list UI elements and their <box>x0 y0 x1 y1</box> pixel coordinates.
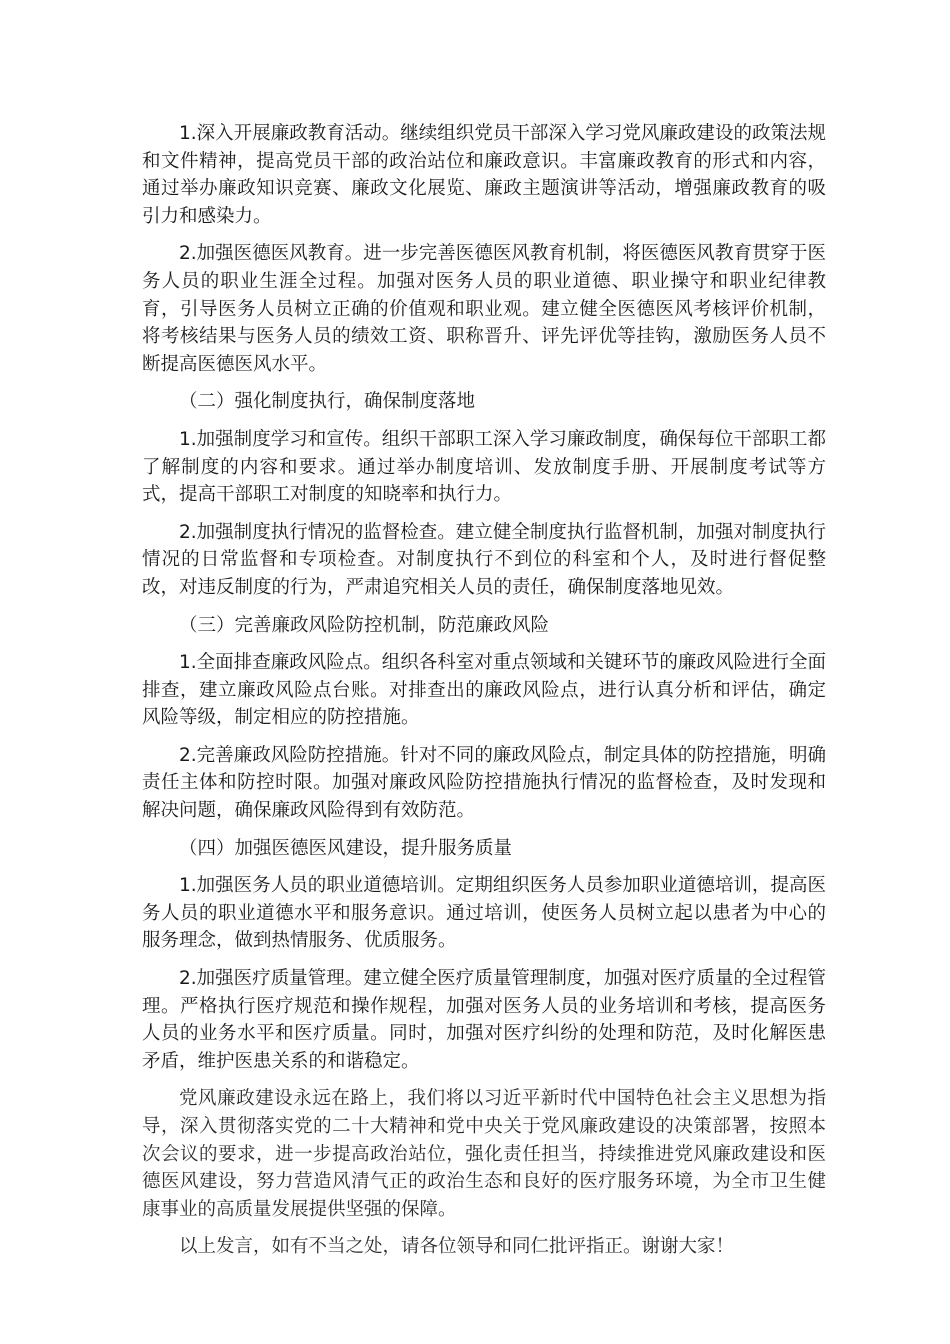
section-heading-service-quality: （四）加强医德医风建设，提升服务质量 <box>179 837 513 859</box>
paragraph-conclusion: 党风廉政建设永远在路上，我们将以习近平新时代中国特色社会主义思想为指导，深入贯彻落实党的二十大精神和党中央关于党风廉政建设的决策部署，按照本次会议的要求，进一步提高政治站位，强化责任担当，持续推进党风廉政建设和医德医风建设，努力营造风清气正的政治生态和良好的医疗服务环境，为全市卫生健康事业的高质量发展提供坚强的保障。 <box>142 1088 826 1220</box>
paragraph-risk-measures: 2.完善廉政风险防控措施。针对不同的廉政风险点，制定具体的防控措施，明确责任主体和防控时限。加强对廉政风险防控措施执行情况的监督检查，及时发现和解决问题，确保廉政风险得到有效防范。 <box>142 744 826 822</box>
paragraph-quality-management: 2.加强医疗质量管理。建立健全医疗质量管理制度，加强对医疗质量的全过程管理。严格执行医疗规范和操作规程，加强对医务人员的业务培训和考核，提高医务人员的业务水平和医疗质量。同时，加强对医疗纠纷的处理和防范，及时化解医患矛盾，维护医患关系的和谐稳定。 <box>142 968 826 1072</box>
paragraph-closing-remark: 以上发言，如有不当之处，请各位领导和同仁批评指正。谢谢大家！ <box>179 1236 735 1258</box>
paragraph-risk-investigation: 1.全面排查廉政风险点。组织各科室对重点领域和关键环节的廉政风险进行全面排查，建立廉政风险点台账。对排查出的廉政风险点，进行认真分析和评估，确定风险等级，制定相应的防控措施。 <box>142 652 826 729</box>
section-heading-system-execution: （二）强化制度执行，确保制度落地 <box>179 391 476 413</box>
document-body <box>142 120 826 1271</box>
paragraph-system-supervision: 2.加强制度执行情况的监督检查。建立健全制度执行监督机制，加强对制度执行情况的日常监督和专项检查。对制度执行不到位的科室和个人，及时进行督促整改，对违反制度的行为，严肃追究相关人员的责任，确保制度落地见效。 <box>142 521 826 598</box>
paragraph-medical-ethics-education: 2.加强医德医风教育。进一步完善医德医风教育机制，将医德医风教育贯穿于医务人员的职业生涯全过程。加强对医务人员的职业道德、职业操守和职业纪律教育，引导医务人员树立正确的价值观和职业观。建立健全医德医风考核评价机制，将考核结果与医务人员的绩效工资、职称晋升、评先评优等挂钩，激励医务人员不断提高医德医风水平。 <box>142 243 826 375</box>
section-heading-risk-control: （三）完善廉政风险防控机制，防范廉政风险 <box>179 614 550 636</box>
paragraph-system-study: 1.加强制度学习和宣传。组织干部职工深入学习廉政制度，确保每位干部职工都了解制度的内容和要求。通过举办制度培训、发放制度手册、开展制度考试等方式，提高干部职工对制度的知晓率和执行力。 <box>142 428 826 506</box>
paragraph-education-activities: 1.深入开展廉政教育活动。继续组织党员干部深入学习党风廉政建设的政策法规和文件精神，提高党员干部的政治站位和廉政意识。丰富廉政教育的形式和内容，通过举办廉政知识竞赛、廉政文化展览、廉政主题演讲等活动，增强廉政教育的吸引力和感染力。 <box>142 123 826 227</box>
paragraph-ethics-training: 1.加强医务人员的职业道德培训。定期组织医务人员参加职业道德培训，提高医务人员的职业道德水平和服务意识。通过培训，使医务人员树立起以患者为中心的服务理念，做到热情服务、优质服务。 <box>142 875 826 952</box>
